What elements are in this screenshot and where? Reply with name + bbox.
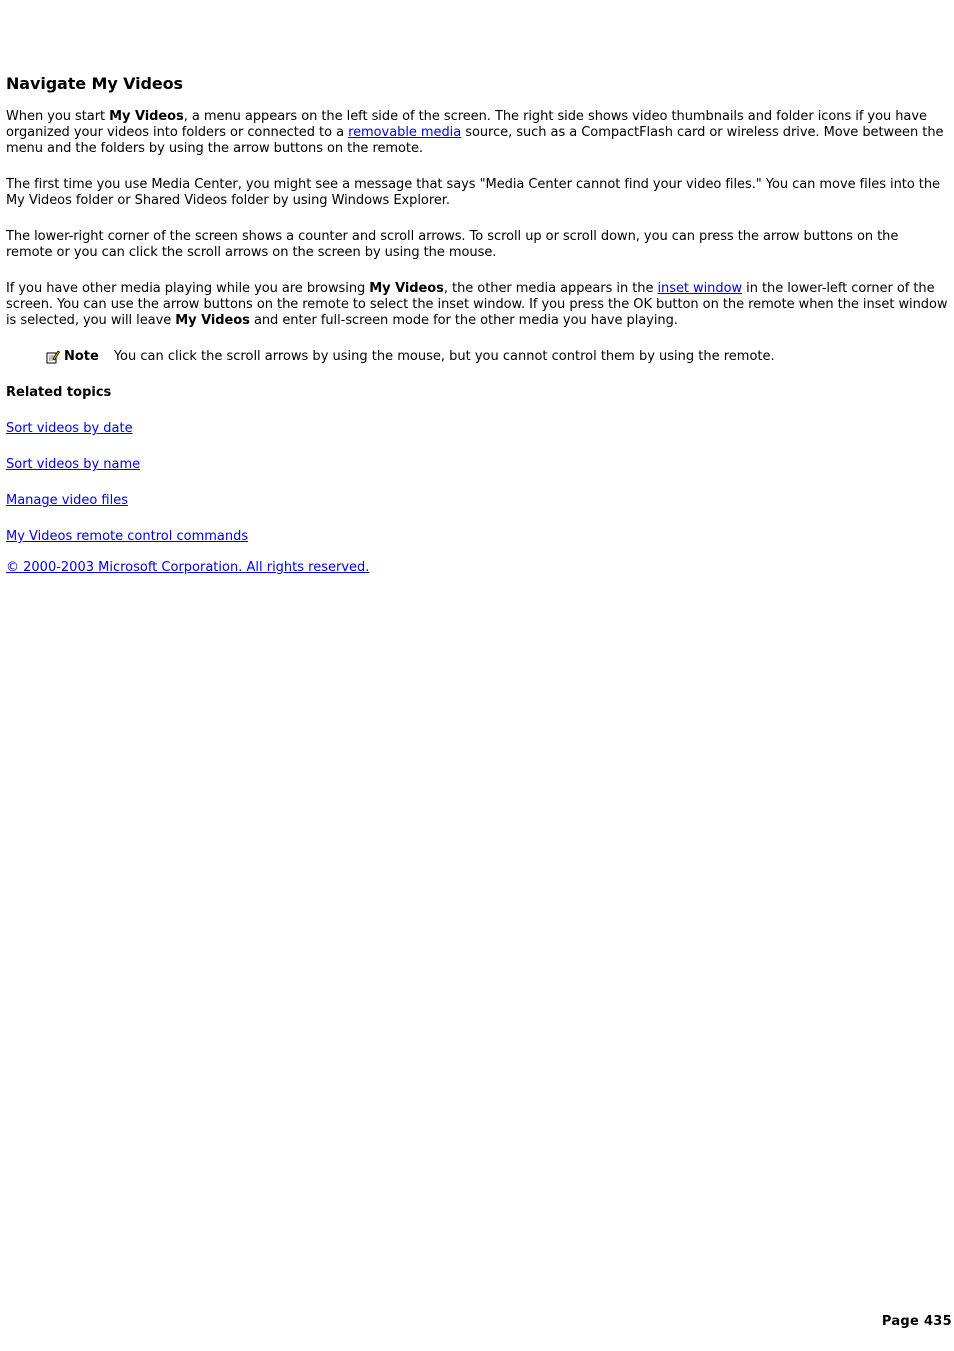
page-title: Navigate My Videos	[6, 74, 183, 93]
bold-term: My Videos	[109, 109, 184, 124]
bold-term: My Videos	[369, 281, 444, 296]
scroll-paragraph: The lower-right corner of the screen shows a counter and scroll arrows. To scroll up or scroll down, you can press the arrow buttons on the remote or you can click the scroll arrows on the screen by using the mouse.	[6, 229, 899, 260]
note-pencil-icon	[46, 350, 60, 364]
note-block	[46, 349, 948, 365]
related-topics-heading: Related topics	[6, 385, 112, 400]
bold-term: My Videos	[175, 313, 250, 328]
text: If you have other media playing while you are browsing	[6, 281, 370, 296]
related-item	[6, 529, 948, 545]
manage-video-files-link[interactable]: Manage video files	[6, 493, 128, 508]
text: in the lower-left corner of the screen. You can use the arrow buttons on the remote to select the inset window. If you press the OK button on the remote when the inset window is selected, you will leave	[6, 281, 948, 328]
intro-paragraph	[6, 109, 948, 157]
sort-by-name-link[interactable]: Sort videos by name	[6, 457, 141, 472]
note-text: You can click the scroll arrows by using the mouse, but you cannot control them by using the remote.	[113, 349, 775, 364]
inset-paragraph	[6, 281, 948, 329]
copyright	[6, 560, 948, 576]
text: , the other media appears in the	[443, 281, 658, 296]
related-item	[6, 457, 948, 473]
inset-window-link[interactable]: inset window	[657, 281, 743, 296]
text: When you start	[6, 109, 110, 124]
removable-media-link[interactable]: removable media	[348, 125, 462, 140]
help-topic	[6, 74, 948, 576]
text: and enter full-screen mode for the other media you have playing.	[249, 313, 678, 328]
sort-by-date-link[interactable]: Sort videos by date	[6, 421, 133, 436]
text: source, such as a CompactFlash card or wireless drive. Move between the menu and the folders by using the arrow buttons on the remote.	[6, 125, 944, 156]
first-time-paragraph: The first time you use Media Center, you might see a message that says "Media Center cannot find your video files." You can move files into the My Videos folder or Shared Videos folder by using Windows Explorer.	[6, 177, 940, 208]
note-label: Note	[64, 349, 99, 364]
related-item	[6, 421, 948, 437]
text: , a menu appears on the left side of the screen. The right side shows video thumbnails and folder icons if you have organized your videos into folders or connected to a	[6, 109, 927, 140]
copyright-link[interactable]: © 2000-2003 Microsoft Corporation. All rights reserved.	[6, 560, 370, 575]
page-number: Page 435	[881, 1314, 952, 1329]
remote-control-commands-link[interactable]: My Videos remote control commands	[6, 529, 249, 544]
related-item	[6, 493, 948, 509]
